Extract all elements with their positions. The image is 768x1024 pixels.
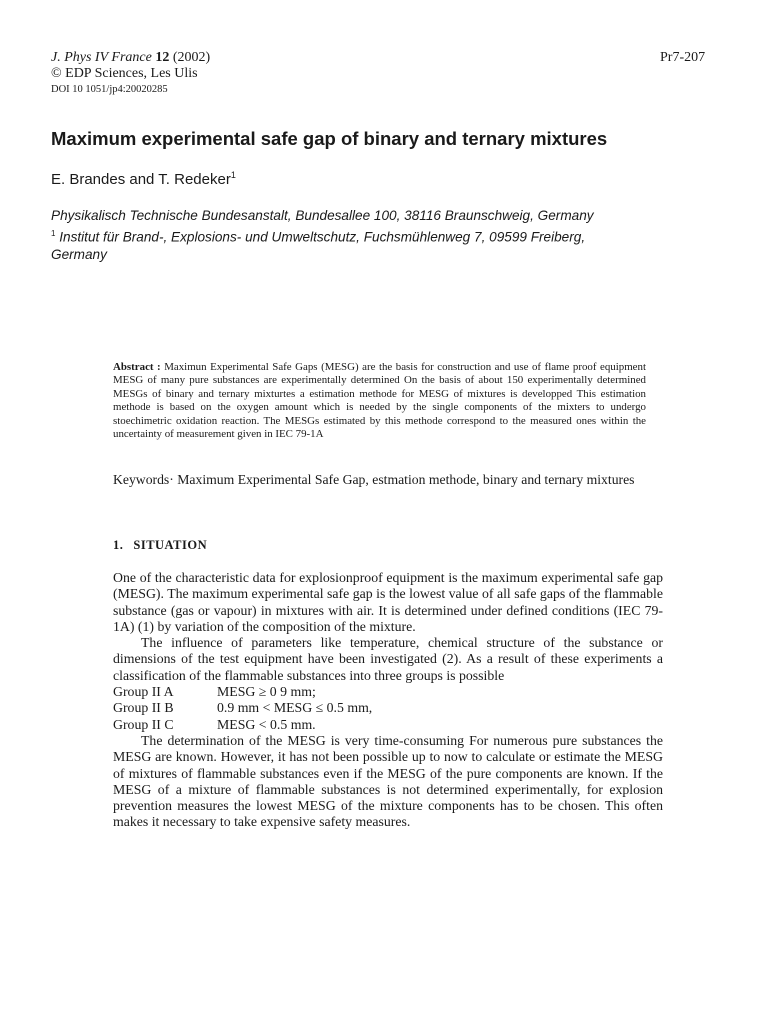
author-names: E. Brandes and T. Redeker [51,171,231,188]
group-row [113,700,663,716]
group-row [113,684,663,700]
group-list [113,684,663,733]
section-title: SITUATION [133,538,208,552]
group-label: Group II A [113,684,174,700]
journal-name: J. Phys IV France [51,50,152,65]
section-number: 1. [113,538,124,552]
group-criterion: MESG ≥ 0 9 mm; [217,684,316,700]
body-paragraph-1: One of the characteristic data for explosionproof equipment is the maximum experimental safe gap (MESG). The maximum experimental safe gap is the lowest value of all safe gaps of the flammable substance (gas or vapour) in mixtures with air. It is determined under defined conditions (IEC 79-1A) (1) by variation of the composition of the mixture. [113,570,663,634]
affiliation-1: Physikalisch Technische Bundesanstalt, Bundesallee 100, 38116 Braunschweig, Germany [51,208,594,223]
group-row [113,717,663,733]
abstract-text: Maximun Experimental Safe Gaps (MESG) are the basis for construction and use of flame proof equipment MESG of many pure substances are experimentally determined On the basis of about 150 experimentally determined MESGs of binary and ternary mixturtes a estimation methode for MESG of mixtures is developped This estimation methode is based on the oxygen amount which is needed by the single components of the mixters to undergo stoechimetric oxidation reaction. The MESGs estimated by this methode correspond to the measured ones within the uncertainty of measurement given in IEC 79-1A [113,361,646,441]
publisher-line: © EDP Sciences, Les Ulis [51,66,198,81]
affiliation-superscript: 1 [51,228,56,238]
author-line [51,170,236,188]
keywords-text: Maximum Experimental Safe Gap, estmation methode, binary and ternary mixtures [177,472,635,487]
group-label: Group II B [113,700,174,716]
doi-line: DOI 10 1051/jp4:20020285 [51,84,168,95]
journal-year: (2002) [172,50,211,65]
body-paragraph-2: The influence of parameters like temperature, chemical structure of the substance or dimensions of the test equipment have been investigated (2). As a result of these experiments a classification of the flammable substances into three groups is possible [113,635,663,683]
affiliation-2: $^1$ Institut für Brand-, Explosions- und Umweltschutz, Fuchsmühlenweg 7, 09599 Freiberg, [51,228,586,245]
journal-volume: 12 [155,50,170,65]
paper-title: Maximum experimental safe gap of binary and ternary mixtures [51,128,608,149]
page-number: Pr7-207 [660,50,706,65]
journal-citation [51,50,210,66]
affiliations [51,207,701,263]
body-paragraph-3: The determination of the MESG is very time-consuming For numerous pure substances the MESG are known. However, it has not been possible up to now to calculate or estimate the MESG of mixtures of flammable substances even if the MESG of the pure components are known. If the MESG of a mixture of flammable substances is not determined experimentally, for explosion prevention measures the lowest MESG of the mixture components has to be chosen. This often makes it necessary to take expensive safety measures. [113,732,663,830]
author-superscript: 1 [230,170,236,180]
group-criterion: 0.9 mm < MESG ≤ 0.5 mm, [217,700,373,716]
group-criterion: MESG < 0.5 mm. [217,716,316,732]
abstract [113,361,646,441]
affiliation-2-cont: Germany [51,246,107,262]
keywords-label: Keywords· [113,472,174,487]
abstract-label: Abstract : [113,361,161,373]
section-body [113,570,663,831]
section-heading [113,538,207,553]
keywords [113,471,646,488]
group-label: Group II C [113,716,174,732]
journal-header [51,50,210,98]
